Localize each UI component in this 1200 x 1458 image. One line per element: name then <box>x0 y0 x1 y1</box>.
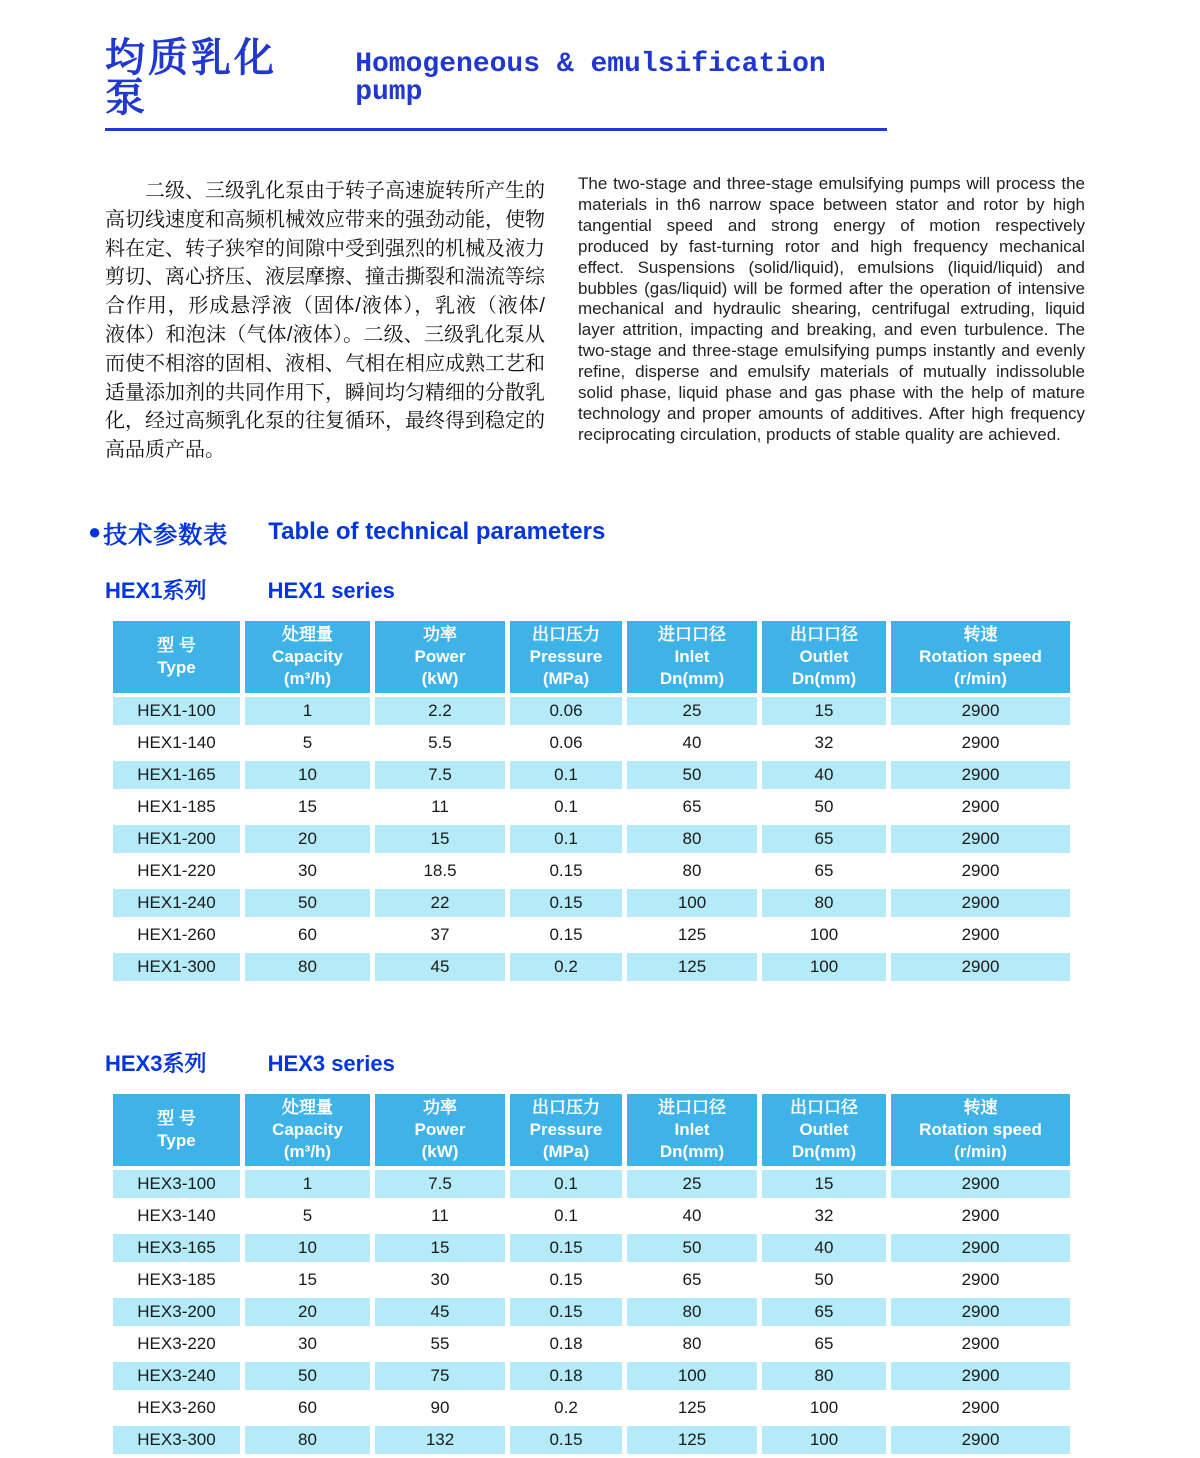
value-cell: 11 <box>375 1202 505 1230</box>
value-cell: 50 <box>627 1234 757 1262</box>
model-cell: HEX1-100 <box>113 697 240 725</box>
hex3-table-body <box>113 1170 1070 1454</box>
model-cell: HEX1-140 <box>113 729 240 757</box>
value-cell: 125 <box>627 1426 757 1454</box>
hex3-series-label-cn: HEX3系列 <box>105 1050 207 1076</box>
table-row <box>113 1426 1070 1454</box>
hex1-series-label <box>0 550 1200 605</box>
model-cell: HEX3-165 <box>113 1234 240 1262</box>
value-cell: 80 <box>627 825 757 853</box>
value-cell: 0.2 <box>510 1394 622 1422</box>
bullet-icon: ● <box>88 519 102 545</box>
page-title-cn: 均质乳化泵 <box>105 36 277 120</box>
value-cell: 2900 <box>891 1426 1070 1454</box>
table-row <box>113 793 1070 821</box>
value-cell: 18.5 <box>375 857 505 885</box>
hex1-table-body <box>113 697 1070 981</box>
column-header: 出口压力 Pressure (MPa) <box>510 621 622 693</box>
value-cell: 15 <box>762 697 886 725</box>
value-cell: 65 <box>762 825 886 853</box>
value-cell: 25 <box>627 697 757 725</box>
hex1-table-header <box>113 621 1070 693</box>
value-cell: 80 <box>245 953 370 981</box>
table-row <box>113 953 1070 981</box>
value-cell: 80 <box>627 1330 757 1358</box>
value-cell: 0.18 <box>510 1330 622 1358</box>
value-cell: 2.2 <box>375 697 505 725</box>
value-cell: 125 <box>627 1394 757 1422</box>
intro-section <box>0 131 1085 485</box>
value-cell: 0.18 <box>510 1362 622 1390</box>
model-cell: HEX3-300 <box>113 1426 240 1454</box>
section-heading-en: Table of technical parameters <box>268 518 606 546</box>
value-cell: 2900 <box>891 1266 1070 1294</box>
value-cell: 2900 <box>891 1298 1070 1326</box>
value-cell: 2900 <box>891 1234 1070 1262</box>
value-cell: 50 <box>245 889 370 917</box>
value-cell: 0.1 <box>510 793 622 821</box>
table-row <box>113 1330 1070 1358</box>
value-cell: 2900 <box>891 1330 1070 1358</box>
value-cell: 20 <box>245 1298 370 1326</box>
value-cell: 2900 <box>891 697 1070 725</box>
column-header: 处理量 Capacity (m³/h) <box>245 1094 370 1166</box>
section-heading-cn: 技术参数表 <box>103 521 229 549</box>
value-cell: 65 <box>762 1330 886 1358</box>
value-cell: 0.15 <box>510 1234 622 1262</box>
value-cell: 37 <box>375 921 505 949</box>
table-row <box>113 921 1070 949</box>
column-header: 出口压力 Pressure (MPa) <box>510 1094 622 1166</box>
value-cell: 2900 <box>891 889 1070 917</box>
column-header: 型 号 Type <box>113 621 240 693</box>
value-cell: 50 <box>627 761 757 789</box>
value-cell: 132 <box>375 1426 505 1454</box>
value-cell: 65 <box>627 793 757 821</box>
value-cell: 1 <box>245 697 370 725</box>
model-cell: HEX3-200 <box>113 1298 240 1326</box>
page-header <box>0 0 1200 131</box>
value-cell: 5 <box>245 1202 370 1230</box>
value-cell: 100 <box>762 953 886 981</box>
value-cell: 0.2 <box>510 953 622 981</box>
hex3-parameters-table <box>108 1090 1075 1458</box>
value-cell: 2900 <box>891 857 1070 885</box>
value-cell: 100 <box>627 889 757 917</box>
value-cell: 50 <box>245 1362 370 1390</box>
model-cell: HEX3-140 <box>113 1202 240 1230</box>
value-cell: 30 <box>245 857 370 885</box>
hex3-table-header <box>113 1094 1070 1166</box>
intro-paragraph-cn: 二级、三级乳化泵由于转子高速旋转所产生的高切线速度和高频机械效应带来的强劲动能，使物料在定、转子狭窄的间隙中受到强烈的机械及液力剪切、离心挤压、液层摩擦、撞击撕裂和湍流等综合作用，形成悬浮液（固体/液体），乳液（液体/液体）和泡沫（气体/液体）。二级、三级乳化泵从而使不相溶的固相、液相、气相在相应成熟工艺和适量添加剂的共同作用下，瞬间均匀精细的分散乳化，经过高频乳化泵的往复循环，最终得到稳定的高品质产品。 <box>105 180 545 462</box>
value-cell: 2900 <box>891 1362 1070 1390</box>
value-cell: 25 <box>627 1170 757 1198</box>
model-cell: HEX1-185 <box>113 793 240 821</box>
value-cell: 80 <box>627 1298 757 1326</box>
value-cell: 65 <box>627 1266 757 1294</box>
value-cell: 0.15 <box>510 921 622 949</box>
value-cell: 100 <box>627 1362 757 1390</box>
value-cell: 7.5 <box>375 1170 505 1198</box>
value-cell: 0.06 <box>510 697 622 725</box>
value-cell: 2900 <box>891 1202 1070 1230</box>
value-cell: 80 <box>762 889 886 917</box>
value-cell: 40 <box>762 761 886 789</box>
table-row <box>113 1394 1070 1422</box>
value-cell: 50 <box>762 1266 886 1294</box>
table-row <box>113 889 1070 917</box>
column-header: 出口口径 Outlet Dn(mm) <box>762 1094 886 1166</box>
value-cell: 65 <box>762 857 886 885</box>
model-cell: HEX1-240 <box>113 889 240 917</box>
value-cell: 100 <box>762 1394 886 1422</box>
value-cell: 15 <box>375 825 505 853</box>
value-cell: 0.15 <box>510 889 622 917</box>
value-cell: 0.15 <box>510 1266 622 1294</box>
value-cell: 50 <box>762 793 886 821</box>
value-cell: 20 <box>245 825 370 853</box>
value-cell: 125 <box>627 921 757 949</box>
model-cell: HEX1-220 <box>113 857 240 885</box>
value-cell: 45 <box>375 1298 505 1326</box>
value-cell: 2900 <box>891 825 1070 853</box>
value-cell: 15 <box>245 1266 370 1294</box>
model-cell: HEX3-220 <box>113 1330 240 1358</box>
intro-paragraph-en: The two-stage and three-stage emulsifying pumps will process the materials in th6 narrow space between stator and rotor by high tangential speed and strong energy of motion respectively produced by fast-turning rotor and high frequency mechanical effect. Suspensions (solid/liquid), emulsions (liquid/liquid) and bubbles (gas/liquid) will be formed after the operation of intensive mechanical and hydraulic shearing, centrifugal extruding, liquid layer attrition, impacting and breaking, and even turbulence. The two-stage and three-stage emulsifying pumps instantly and evenly refine, disperse and emulsify materials of mutually indissoluble solid phase, liquid phase and gas phase with the help of mature technology and proper amounts of additives. After high frequency reciprocating circulation, products of stable quality are achieved. <box>578 174 1085 444</box>
value-cell: 10 <box>245 1234 370 1262</box>
value-cell: 0.1 <box>510 825 622 853</box>
hex1-series-label-cn: HEX1系列 <box>105 577 207 603</box>
value-cell: 15 <box>245 793 370 821</box>
value-cell: 2900 <box>891 1170 1070 1198</box>
table-row <box>113 729 1070 757</box>
value-cell: 11 <box>375 793 505 821</box>
model-cell: HEX3-260 <box>113 1394 240 1422</box>
value-cell: 2900 <box>891 953 1070 981</box>
value-cell: 65 <box>762 1298 886 1326</box>
value-cell: 0.1 <box>510 761 622 789</box>
value-cell: 15 <box>762 1170 886 1198</box>
table-row <box>113 1170 1070 1198</box>
title-row <box>105 38 887 131</box>
value-cell: 2900 <box>891 729 1070 757</box>
column-header: 功率 Power (kW) <box>375 1094 505 1166</box>
value-cell: 80 <box>627 857 757 885</box>
table-row <box>113 1202 1070 1230</box>
model-cell: HEX1-260 <box>113 921 240 949</box>
table-row <box>113 825 1070 853</box>
column-header: 进口口径 Inlet Dn(mm) <box>627 1094 757 1166</box>
column-header: 处理量 Capacity (m³/h) <box>245 621 370 693</box>
value-cell: 0.1 <box>510 1170 622 1198</box>
table-row <box>113 1298 1070 1326</box>
value-cell: 2900 <box>891 1394 1070 1422</box>
column-header: 进口口径 Inlet Dn(mm) <box>627 621 757 693</box>
column-header: 转速 Rotation speed (r/min) <box>891 621 1070 693</box>
value-cell: 55 <box>375 1330 505 1358</box>
table-row <box>113 857 1070 885</box>
value-cell: 60 <box>245 1394 370 1422</box>
value-cell: 45 <box>375 953 505 981</box>
value-cell: 30 <box>375 1266 505 1294</box>
table-row <box>113 761 1070 789</box>
table-row <box>113 1362 1070 1390</box>
table-row <box>113 1234 1070 1262</box>
model-cell: HEX1-200 <box>113 825 240 853</box>
value-cell: 80 <box>762 1362 886 1390</box>
value-cell: 0.15 <box>510 1426 622 1454</box>
hex1-series-label-en: HEX1 series <box>267 577 395 603</box>
value-cell: 75 <box>375 1362 505 1390</box>
value-cell: 22 <box>375 889 505 917</box>
value-cell: 1 <box>245 1170 370 1198</box>
value-cell: 0.06 <box>510 729 622 757</box>
value-cell: 7.5 <box>375 761 505 789</box>
column-header: 功率 Power (kW) <box>375 621 505 693</box>
table-row <box>113 1266 1070 1294</box>
value-cell: 2900 <box>891 761 1070 789</box>
value-cell: 2900 <box>891 793 1070 821</box>
value-cell: 100 <box>762 921 886 949</box>
value-cell: 15 <box>375 1234 505 1262</box>
value-cell: 0.15 <box>510 857 622 885</box>
hex3-series-label <box>0 985 1200 1078</box>
value-cell: 80 <box>245 1426 370 1454</box>
hex1-parameters-table <box>108 617 1075 985</box>
value-cell: 32 <box>762 1202 886 1230</box>
model-cell: HEX1-300 <box>113 953 240 981</box>
value-cell: 40 <box>762 1234 886 1262</box>
model-cell: HEX1-165 <box>113 761 240 789</box>
hex3-series-label-en: HEX3 series <box>267 1050 395 1076</box>
value-cell: 5 <box>245 729 370 757</box>
value-cell: 5.5 <box>375 729 505 757</box>
page-title-en: Homogeneous & emulsification pump <box>355 49 826 108</box>
value-cell: 30 <box>245 1330 370 1358</box>
value-cell: 0.15 <box>510 1298 622 1326</box>
value-cell: 100 <box>762 1426 886 1454</box>
value-cell: 32 <box>762 729 886 757</box>
value-cell: 0.1 <box>510 1202 622 1230</box>
value-cell: 10 <box>245 761 370 789</box>
value-cell: 125 <box>627 953 757 981</box>
section-heading <box>0 485 1200 550</box>
value-cell: 2900 <box>891 921 1070 949</box>
value-cell: 60 <box>245 921 370 949</box>
value-cell: 90 <box>375 1394 505 1422</box>
value-cell: 40 <box>627 1202 757 1230</box>
column-header: 转速 Rotation speed (r/min) <box>891 1094 1070 1166</box>
model-cell: HEX3-185 <box>113 1266 240 1294</box>
column-header: 型 号 Type <box>113 1094 240 1166</box>
column-header: 出口口径 Outlet Dn(mm) <box>762 621 886 693</box>
model-cell: HEX3-240 <box>113 1362 240 1390</box>
table-row <box>113 697 1070 725</box>
model-cell: HEX3-100 <box>113 1170 240 1198</box>
value-cell: 40 <box>627 729 757 757</box>
